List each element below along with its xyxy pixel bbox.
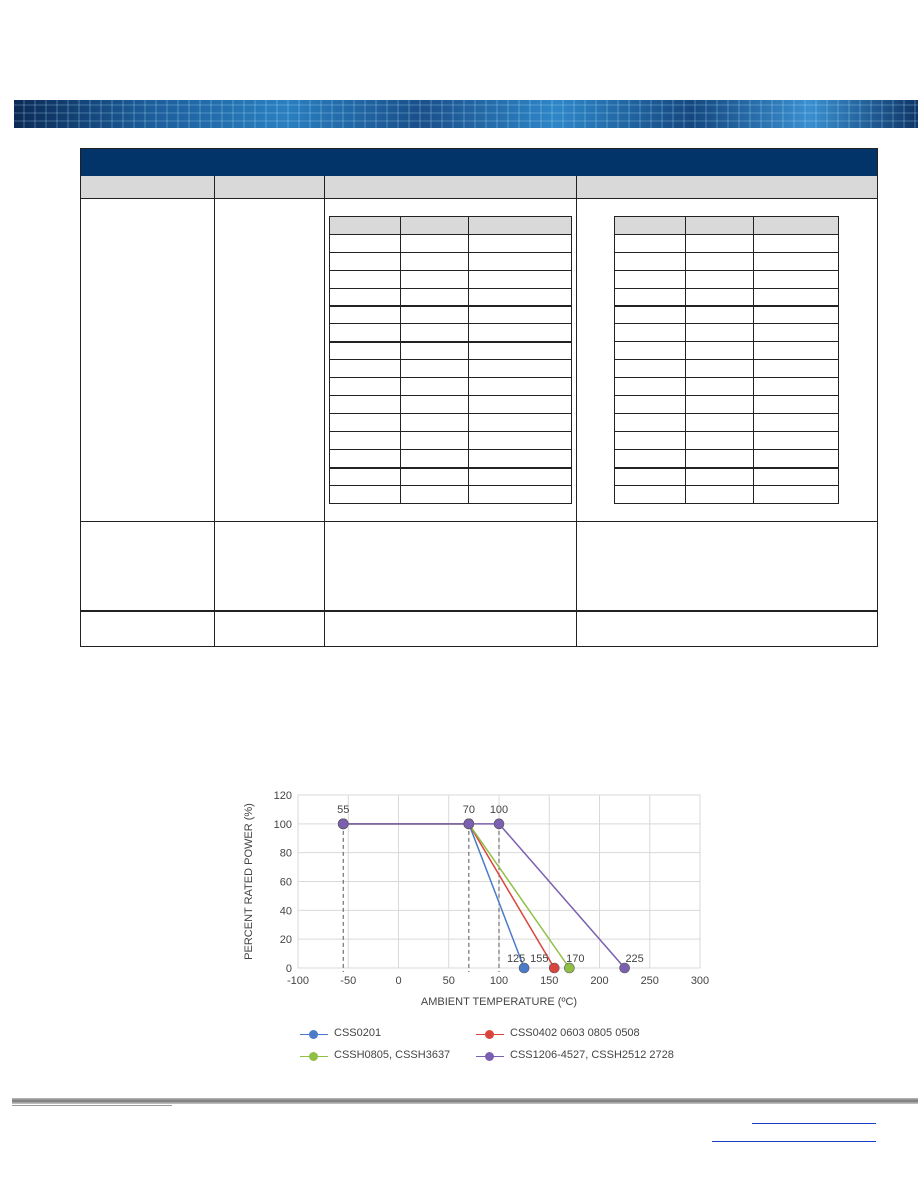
annotation-label: 125 — [506, 953, 526, 965]
legend-label: CSS0402 0603 0805 0508 — [510, 1027, 640, 1039]
annotation-label: 100 — [489, 803, 509, 816]
annotation-label: 170 — [566, 953, 585, 965]
data-point — [338, 819, 348, 829]
y-tick-label: 20 — [279, 934, 292, 947]
mini-row-divider — [615, 305, 838, 307]
data-point — [494, 819, 504, 829]
legend-label: CSS1206-4527, CSSH2512 2728 — [510, 1049, 674, 1061]
x-axis-label: AMBIENT TEMPERATURE (ºC) — [420, 996, 578, 1008]
x-tick-label: 200 — [590, 975, 609, 987]
mini-row-divider — [330, 323, 571, 324]
y-tick-label: 120 — [273, 790, 292, 802]
annotation-label: 55 — [337, 803, 350, 816]
mini-row-divider — [330, 252, 571, 253]
legend-marker — [485, 1052, 494, 1061]
spec-col-divider-2 — [324, 176, 325, 647]
y-axis-label: PERCENT RATED POWER (%) — [243, 803, 255, 960]
mini-row-divider — [615, 377, 838, 378]
header-banner — [14, 100, 918, 128]
mini-row-divider — [330, 305, 571, 307]
x-tick-label: -50 — [340, 975, 357, 987]
mini-row-divider — [615, 270, 838, 271]
mini-row-divider — [330, 431, 571, 432]
mini-row-divider — [615, 252, 838, 253]
annotation-label: 70 — [462, 803, 475, 816]
mini-row-divider — [615, 467, 838, 469]
legend-marker — [309, 1030, 318, 1039]
mini-table-right — [614, 216, 839, 504]
y-tick-label: 40 — [279, 905, 292, 918]
legend-label: CSS0201 — [334, 1027, 382, 1039]
mini-col-divider — [753, 217, 754, 503]
mini-row-divider — [330, 413, 571, 414]
footer-rule-thin — [12, 1105, 172, 1106]
annotation-label: 155 — [530, 953, 549, 965]
x-tick-label: -100 — [286, 975, 310, 987]
mini-table-left-header — [330, 217, 571, 235]
spec-col-divider-1 — [214, 176, 215, 647]
data-point — [549, 963, 559, 973]
footer-link-underline[interactable] — [752, 1123, 876, 1124]
mini-col-divider — [468, 217, 469, 503]
mini-row-divider — [330, 467, 571, 469]
spec-row-divider-1 — [81, 521, 877, 522]
mini-col-divider — [685, 217, 686, 503]
mini-row-divider — [330, 377, 571, 378]
mini-row-divider — [615, 485, 838, 486]
mini-table-left — [329, 216, 572, 504]
mini-row-divider — [330, 485, 571, 486]
annotation-label: 225 — [625, 953, 644, 965]
derating-chart-svg — [230, 782, 710, 1022]
mini-row-divider — [615, 341, 838, 342]
spec-table-title-bar — [81, 149, 877, 177]
y-tick-label: 80 — [279, 847, 292, 860]
mini-col-divider — [400, 217, 401, 503]
mini-row-divider — [615, 359, 838, 360]
spec-table — [80, 148, 878, 647]
footer-link-underline[interactable] — [712, 1141, 876, 1142]
x-tick-label: 300 — [690, 975, 710, 987]
x-tick-label: 100 — [489, 975, 509, 987]
mini-row-divider — [330, 341, 571, 343]
x-tick-label: 150 — [540, 975, 559, 987]
x-tick-label: 250 — [640, 975, 659, 987]
legend-marker — [485, 1030, 494, 1039]
spec-col-divider-3 — [576, 176, 577, 647]
mini-table-right-header — [615, 217, 838, 235]
y-tick-label: 100 — [273, 818, 292, 831]
mini-row-divider — [330, 359, 571, 360]
mini-row-divider — [330, 395, 571, 396]
mini-row-divider — [330, 270, 571, 271]
mini-row-divider — [615, 323, 838, 324]
legend-label: CSSH0805, CSSH3637 — [334, 1049, 451, 1061]
x-tick-label: 0 — [395, 975, 402, 987]
spec-table-header-row — [81, 176, 877, 199]
mini-row-divider — [330, 449, 571, 450]
footer-rule — [12, 1098, 918, 1104]
mini-row-divider — [330, 288, 571, 289]
chart-legend — [300, 1022, 700, 1066]
mini-row-divider — [615, 449, 838, 450]
mini-row-divider — [615, 395, 838, 396]
mini-row-divider — [615, 288, 838, 289]
legend-marker — [309, 1052, 318, 1061]
y-tick-label: 0 — [285, 963, 292, 975]
y-tick-label: 60 — [279, 876, 292, 889]
x-tick-label: 50 — [442, 975, 455, 987]
spec-row-divider-2 — [81, 610, 877, 612]
mini-row-divider — [615, 413, 838, 414]
data-point — [464, 819, 474, 829]
mini-row-divider — [615, 431, 838, 432]
